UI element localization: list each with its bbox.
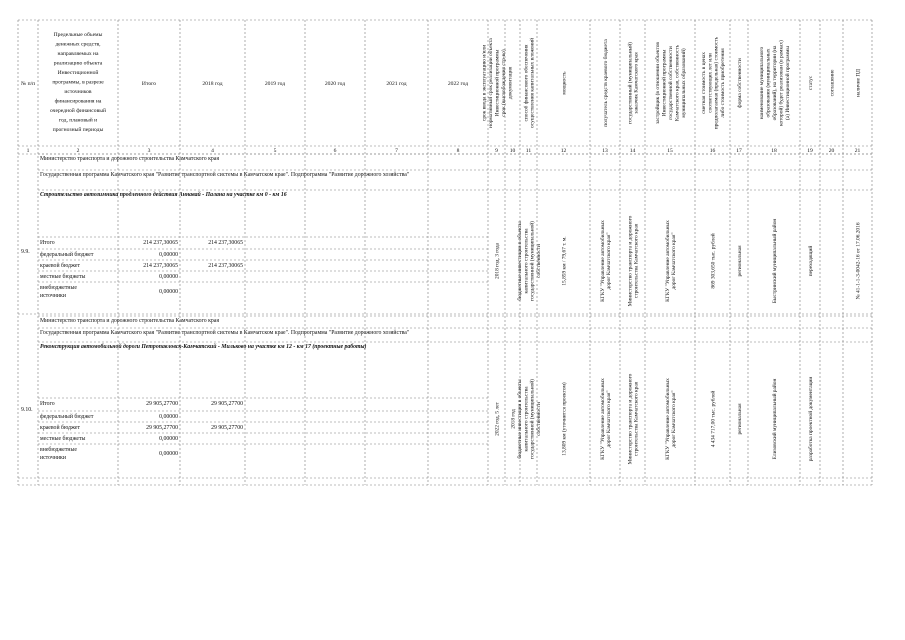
object-col19 [807, 246, 814, 277]
object-col19-line: переходящий [808, 245, 814, 277]
object-col14-line: строительства Камчатского края [633, 223, 640, 299]
funding-source-label: местные бюджеты [40, 436, 86, 442]
object-col11-line: государственной (муниципальной) [529, 221, 536, 301]
col-number: 15 [667, 148, 673, 154]
col-header-9-line: документация [507, 66, 514, 100]
col-header-col-8: 2022 год [447, 81, 469, 87]
object-col14-line: Министерство транспорта и дорожного [627, 215, 634, 307]
col-header-15-line: государственной собственности [668, 46, 674, 120]
object-col11-line: собственности [536, 244, 543, 278]
col-header-9 [482, 38, 514, 128]
ministry-title: Министерство транспорта и дорожного строительства Камчатского края [40, 318, 220, 324]
object-col10-line: 2018 год [510, 409, 517, 429]
object-col15-line: КГКУ "Управление автомобильных [664, 378, 671, 460]
object-col17 [737, 245, 743, 277]
funding-total: 0,00000 [159, 252, 178, 258]
object-col18-line: Быстринский муниципальный район [772, 218, 778, 304]
object-col11-line: государственной (муниципальной) [529, 379, 536, 459]
col-header-11 [522, 38, 535, 128]
col-header-14-line: государственный (муниципальный) [627, 42, 634, 124]
col-header-limits: Инвестиционной [57, 70, 99, 76]
funding-total: 0,00000 [159, 451, 178, 457]
col-header-15 [654, 42, 687, 124]
col-header-limits: направляемых на [57, 51, 99, 57]
object-col11-line: собственности [536, 402, 543, 436]
funding-source-label: внебюджетные [40, 285, 77, 291]
col-header-17-line: форма собственности [737, 58, 743, 108]
col-header-limits: финансирования на [54, 98, 102, 105]
col-number: 7 [395, 148, 398, 154]
col-header-limits: реализацию объекта [53, 60, 103, 67]
col-number: 1 [26, 148, 30, 154]
object-col19 [807, 377, 814, 462]
object-col19-line: разработка проектной документации [808, 376, 814, 462]
funding-total: 0,00000 [159, 289, 178, 295]
col-number: 4 [211, 148, 214, 154]
col-number: 18 [771, 148, 777, 154]
funding-2018: 29 905,27700 [211, 401, 243, 407]
col-header-number: № п/п [20, 81, 36, 87]
object-col12-line: 15,859 км / 79,67 т. м. [561, 236, 568, 286]
col-header-16-line: либо стоимость приобретения [720, 48, 727, 118]
object-col17-line: региональная [737, 403, 743, 435]
object-col14-line: Министерство транспорта и дорожного [627, 373, 634, 465]
object-col18 [771, 219, 778, 304]
object-col17-line: региональная [737, 245, 743, 277]
col-header-15-line: Инвестиционной программы [661, 49, 668, 117]
col-number: 11 [525, 148, 532, 154]
col-header-14-line: заказчик Камчатского края [633, 52, 640, 114]
col-number: 12 [560, 148, 567, 154]
col-header-limits: год, плановый и [58, 117, 98, 124]
ministry-title: Министерство транспорта и дорожного строительства Камчатского края [40, 156, 220, 162]
col-header-20-line: соглашение [829, 69, 836, 97]
col-header-15-line: застройщик (в отношении объектов [655, 42, 662, 124]
funding-source-label: федеральный бюджет [40, 252, 94, 258]
col-header-11-line: осуществления капитальных вложений [529, 37, 536, 129]
object-col13-line: дорог Камчатского края" [606, 390, 613, 448]
col-header-16-line: сметная стоимость в ценах [700, 52, 707, 114]
col-number: 9 [495, 148, 498, 154]
col-header-21 [856, 69, 862, 97]
funding-total: 29 905,27700 [146, 425, 178, 431]
col-number: 2 [76, 148, 80, 154]
object-col14 [627, 373, 639, 464]
col-header-14 [626, 42, 639, 124]
col-header-15-line: муниципальных образований) [680, 48, 687, 118]
col-header-col-4: 2018 год [202, 81, 223, 87]
object-col15-line: дорог Камчатского края" [671, 390, 678, 448]
col-number: 17 [736, 148, 742, 154]
col-header-12-line: мощность [561, 71, 568, 95]
col-header-16-line: предполагаемая (предельная) стоимость [713, 36, 720, 130]
col-header-19 [808, 75, 814, 90]
program-title: Государственная программа Камчатского края "Развитие транспортной системы в Камчатском крае". Подпрограмма "Развитие дорожного хозяйства" [40, 330, 410, 336]
col-header-limits: источников [64, 89, 92, 95]
col-header-9-line: срок ввода в эксплуатацию и/или [481, 44, 488, 122]
object-col11-line: бюджетные инвестиции в объекты [516, 379, 523, 459]
object-col13 [599, 220, 612, 302]
object-col17 [737, 403, 743, 435]
col-header-18-line: наименование муниципального [759, 46, 766, 120]
object-col21-line: № 41-1-1-3-0042-16 от 17.06.2016 [855, 222, 862, 300]
col-header-17 [736, 58, 743, 108]
object-col11-line: капитального строительства [523, 228, 530, 294]
table-body [21, 156, 862, 464]
col-header-col-6: 2020 год [324, 81, 346, 87]
col-header-limits: программы, в разрезе [52, 79, 104, 86]
funding-source-label: источники [40, 293, 66, 299]
col-header-18-line: которой) будет реализован (в рамках) [778, 40, 785, 126]
table-header [21, 31, 862, 154]
funding-total: 0,00000 [159, 436, 178, 442]
col-number: 10 [509, 148, 516, 154]
object-col16-line: 4 434 717,00 тыс. рублей [710, 390, 717, 448]
col-header-9-line: нормативный срок реализации объекта [488, 38, 495, 128]
col-number: 6 [333, 148, 337, 154]
object-col12 [561, 382, 568, 456]
object-col10 [511, 409, 517, 429]
col-header-16-line: соответствующих лет или [707, 53, 714, 113]
col-header-11-line: способ финансового обеспечения [523, 44, 530, 122]
col-number: 19 [807, 148, 813, 154]
object-col15 [664, 378, 677, 460]
funding-source-label: источники [40, 455, 66, 461]
funding-source-label: Итого [40, 240, 55, 246]
object-col13 [599, 378, 612, 460]
col-header-15-line: Камчатского края, собственность [674, 44, 681, 122]
col-header-9-line: срок (высвобождения стр-во) [500, 49, 507, 117]
col-header-limits: очередной финансовый [50, 108, 106, 114]
col-header-18-line: образований), на территории (на [772, 45, 778, 121]
col-header-20 [830, 69, 836, 96]
col-header-13 [602, 39, 609, 127]
funding-total: 214 237,30065 [143, 263, 178, 269]
col-header-col-5: 2019 год [264, 81, 286, 87]
object-title: Строительство автозимника продленного действия Аннавай - Палана на участке км 0 - км 16 [40, 192, 287, 198]
col-header-13-line: получатель средств краевого бюджета [603, 39, 609, 127]
object-col16 [710, 233, 717, 288]
col-header-18-line: (а) Инвестиционной программы [784, 46, 791, 120]
funding-2018: 214 237,30065 [208, 263, 243, 269]
object-col16-line: 869 303,650 тыс. рублей [710, 233, 717, 289]
funding-source-label: краевой бюджет [40, 425, 80, 431]
object-col16 [710, 391, 717, 448]
funding-2018: 29 905,27700 [211, 425, 243, 431]
object-col9 [495, 402, 501, 436]
object-col18 [771, 379, 778, 460]
object-col15-line: КГКУ "Управление автомобильных [664, 220, 671, 302]
object-col13-line: КГКУ "Управление автомобильных [599, 378, 606, 460]
object-col18-line: Елизовский муниципальный район [772, 378, 778, 460]
col-number: 16 [709, 148, 716, 154]
object-col9-line: 2018 год, 3 года [494, 243, 501, 279]
col-header-limits: денежных средств, [55, 41, 101, 48]
col-number: 3 [147, 148, 151, 154]
funding-source-label: внебюджетные [40, 447, 77, 453]
col-header-18 [759, 40, 791, 126]
col-header-col-3: Итого [141, 81, 157, 87]
funding-total: 214 237,30065 [143, 240, 178, 246]
funding-source-label: местные бюджеты [40, 274, 86, 280]
object-number: 9.9. [21, 249, 30, 255]
object-col12-line: 13,809 км (уточнится проектом) [561, 382, 568, 456]
object-col13-line: дорог Камчатского края" [606, 232, 613, 290]
col-number: 5 [273, 148, 277, 154]
col-header-16 [701, 36, 726, 129]
funding-2018: 214 237,30065 [208, 240, 243, 246]
object-col13-line: КГКУ "Управление автомобильных [599, 220, 606, 302]
object-col12 [562, 236, 568, 285]
funding-source-label: краевой бюджет [40, 263, 80, 269]
col-number: 20 [828, 148, 835, 154]
funding-source-label: Итого [40, 401, 55, 407]
col-header-limits: Предельные объемы [53, 32, 103, 38]
col-number: 14 [629, 148, 636, 154]
object-col11-line: бюджетные инвестиции в объекты [516, 221, 523, 301]
object-col9 [495, 242, 501, 279]
funding-total: 29 905,27700 [146, 401, 178, 407]
program-title: Государственная программа Камчатского края "Развитие транспортной системы в Камчатском крае". Подпрограмма "Развитие дорожного хозяйства" [40, 172, 410, 178]
object-col14-line: строительства Камчатского края [633, 381, 640, 457]
object-col15-line: дорог Камчатского края" [671, 232, 678, 290]
col-header-col-7: 2021 год [386, 81, 407, 87]
col-header-12 [562, 71, 568, 95]
object-title: Реконструкция автомобильной дороги Петропавловск-Камчатский - Мильково на участке км 12 - км 17 (проектные работы) [40, 344, 367, 350]
col-header-21-line: наличие ПД [855, 69, 862, 97]
table-grid [18, 20, 872, 485]
object-col14 [627, 215, 639, 306]
col-header-9-line: Инвестиционной программы [494, 49, 501, 117]
object-col11-line: капитального строительства [523, 386, 530, 452]
object-col21 [856, 222, 862, 299]
object-col11 [516, 221, 542, 301]
object-col15 [664, 220, 677, 302]
col-number: 8 [456, 148, 460, 154]
funding-source-label: федеральный бюджет [40, 414, 94, 420]
funding-total: 0,00000 [159, 414, 178, 420]
col-number: 13 [602, 148, 608, 154]
funding-total: 0,00000 [159, 274, 178, 280]
object-col9-line: 2022 год, 5 лет [494, 402, 501, 436]
col-header-18-line: образования (муниципальных [765, 48, 772, 118]
col-header-limits: прогнозный периоды [52, 127, 104, 133]
col-header-19-line: статус [808, 75, 814, 91]
object-col11 [516, 379, 542, 459]
object-number: 9.10. [21, 407, 33, 413]
col-number: 21 [854, 148, 861, 154]
